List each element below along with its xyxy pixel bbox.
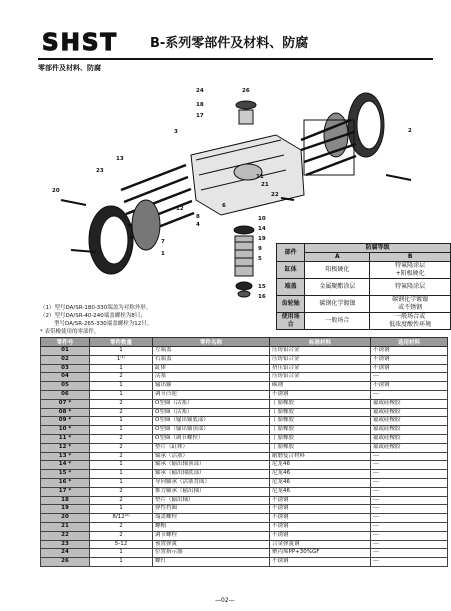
opt-material-cell: 氟或硅橡胶 [371, 417, 448, 426]
callout-2: 2 [408, 128, 412, 134]
callout-20: 20 [52, 188, 60, 194]
table-row [41, 399, 448, 408]
row-label: 端盖 [277, 279, 305, 296]
opt-material-cell: --- [371, 549, 448, 558]
std-material-cell: 耐磨复合材料 [270, 452, 371, 461]
row-label: 齿轮轴 [277, 296, 305, 313]
grade-row-body [277, 262, 451, 279]
part-name-cell: 螺帽 [153, 522, 270, 531]
part-name-cell: 垫片（输出轴） [153, 496, 270, 505]
part-no-cell: 18 [41, 496, 90, 505]
part-name-cell: O型圈（活塞） [153, 408, 270, 417]
opt-material-cell: 氟或硅橡胶 [371, 443, 448, 452]
qty-cell: 2 [90, 408, 153, 417]
std-material-cell: 不锈钢 [270, 522, 371, 531]
page-title: B-系列零部件及材料、防腐 [150, 36, 309, 51]
std-material-cell: 碳钢 [270, 382, 371, 391]
note-2: （2）型号DA/SR-40-240端盖螺栓为8只； [40, 313, 146, 319]
callout-3: 3 [174, 129, 178, 135]
opt-material-cell: --- [371, 531, 448, 540]
callout-17: 17 [196, 113, 204, 119]
std-material-cell: 不锈钢 [270, 390, 371, 399]
part-name-cell: 轴承（输出轴底部） [153, 470, 270, 479]
std-material-cell: 压铸铝合金 [270, 373, 371, 382]
callout-9: 9 [258, 246, 262, 252]
part-no-cell: 23 [41, 540, 90, 549]
opt-material-cell: 不锈钢 [371, 347, 448, 356]
grade-b-header: B [370, 253, 451, 262]
std-material-cell: 不锈钢 [270, 514, 371, 523]
opt-material-cell: 氟或硅橡胶 [371, 434, 448, 443]
row-label: 使用场合 [277, 313, 305, 330]
parts-list-table [40, 337, 448, 567]
table-row [41, 452, 448, 461]
page-number: —02— [215, 597, 235, 604]
table-row [41, 478, 448, 487]
qty-cell: 2 [90, 443, 153, 452]
part-name-cell: 左端盖 [153, 347, 270, 356]
part-name-cell: 位置指示器 [153, 549, 270, 558]
svg-text:SHST: SHST [42, 30, 119, 54]
std-material-cell: 丁腈橡胶 [270, 408, 371, 417]
part-name-cell: 轴承（活塞） [153, 452, 270, 461]
std-material-cell: 压铸铝合金 [270, 347, 371, 356]
qty-cell: 1 [90, 426, 153, 435]
callout-6: 6 [222, 203, 226, 209]
callout-12: 12 [176, 206, 184, 212]
callout-10: 10 [258, 216, 266, 222]
header-divider [38, 58, 433, 60]
part-no-cell: 16 * [41, 478, 90, 487]
grade-row-shaft [277, 296, 451, 313]
opt-material-cell: 氟或硅橡胶 [371, 399, 448, 408]
std-material-cell: 丁腈橡胶 [270, 434, 371, 443]
parts-header-row [41, 338, 448, 347]
opt-material-cell: --- [371, 540, 448, 549]
qty-cell: 8/12⁽²⁾ [90, 514, 153, 523]
table-row [41, 347, 448, 356]
opt-material-cell: --- [371, 452, 448, 461]
section-subtitle: 零部件及材料、防腐 [38, 64, 101, 72]
note-asterisk: * 表带橡使用的零部件。 [40, 329, 100, 335]
grade-header-row [277, 244, 451, 253]
company-logo [40, 30, 140, 54]
part-no-cell: 09 * [41, 417, 90, 426]
callout-22: 22 [271, 192, 279, 198]
callout-18: 18 [196, 102, 204, 108]
std-material-cell: 不锈钢 [270, 496, 371, 505]
qty-cell: 1 [90, 417, 153, 426]
table-row [41, 522, 448, 531]
qty-cell: 1 [90, 505, 153, 514]
part-no-cell: 12 * [41, 443, 90, 452]
callout-7: 7 [161, 239, 165, 245]
part-no-cell: 10 * [41, 426, 90, 435]
qty-cell: 1 [90, 478, 153, 487]
part-name-cell: 调节凸轮 [153, 390, 270, 399]
callout-16: 16 [258, 294, 266, 300]
opt-material-cell: --- [371, 487, 448, 496]
table-row [41, 496, 448, 505]
part-name-cell: 推力轴承（输出轴） [153, 487, 270, 496]
part-no-cell: 01 [41, 347, 90, 356]
logo-mark [40, 30, 140, 54]
part-name-cell: 轴承（输出轴顶部） [153, 461, 270, 470]
qty-cell: 1 [90, 470, 153, 479]
part-no-cell: 05 [41, 382, 90, 391]
opt-material-cell: --- [371, 496, 448, 505]
table-row [41, 390, 448, 399]
std-material-cell: 丁腈橡胶 [270, 426, 371, 435]
part-name-cell: O型圈（输出轴底部） [153, 417, 270, 426]
std-material-cell: 尼龙46 [270, 461, 371, 470]
part-no-cell: 22 [41, 531, 90, 540]
grade-b-cell: 特氟隆涂层 +阳极硬化 [370, 262, 451, 279]
part-no-cell: 19 [41, 505, 90, 514]
part-no-cell: 26 [41, 558, 90, 567]
col-opt-material: 选用材料 [371, 338, 448, 347]
opt-material-cell: --- [371, 461, 448, 470]
part-name-cell: 端盖螺栓 [153, 514, 270, 523]
part-no-cell: 15 * [41, 470, 90, 479]
qty-cell: 2 [90, 373, 153, 382]
part-no-cell: 17 * [41, 487, 90, 496]
table-row [41, 434, 448, 443]
part-label-header: 部件 [277, 244, 305, 262]
opt-material-cell: --- [371, 478, 448, 487]
part-name-cell: 调节螺栓 [153, 531, 270, 540]
grade-a-cell: 阳极硬化 [305, 262, 370, 279]
table-row [41, 417, 448, 426]
std-material-cell: 不锈钢 [270, 531, 371, 540]
table-row [41, 531, 448, 540]
part-name-cell: O型圈（调节螺栓） [153, 434, 270, 443]
callout-11: 11 [256, 174, 264, 180]
part-no-cell: 04 [41, 373, 90, 382]
std-material-cell: 尼龙46 [270, 470, 371, 479]
col-name: 零件名称 [153, 338, 270, 347]
callout-1: 1 [161, 251, 165, 257]
part-no-cell: 13 * [41, 452, 90, 461]
table-row [41, 373, 448, 382]
part-no-cell: 08 * [41, 408, 90, 417]
parts-body [41, 347, 448, 567]
part-name-cell: O型圈（输出轴顶部） [153, 426, 270, 435]
qty-cell: 1 [90, 390, 153, 399]
qty-cell: 1 [90, 461, 153, 470]
table-row [41, 540, 448, 549]
part-no-cell: 03 [41, 364, 90, 373]
col-std-material: 标准材料 [270, 338, 371, 347]
std-material-cell: 丁腈橡胶 [270, 399, 371, 408]
opt-material-cell: 不锈钢 [371, 382, 448, 391]
std-material-cell: 丁腈橡胶 [270, 443, 371, 452]
opt-material-cell: --- [371, 558, 448, 567]
table-row [41, 470, 448, 479]
callout-19: 19 [258, 236, 266, 242]
callout-13: 13 [116, 156, 124, 162]
part-name-cell: 缸体 [153, 364, 270, 373]
part-no-cell: 06 [41, 390, 90, 399]
qty-cell: 2 [90, 496, 153, 505]
part-no-cell: 07 * [41, 399, 90, 408]
opt-material-cell: 不锈钢 [371, 355, 448, 364]
col-part-no: 零件号 [41, 338, 90, 347]
table-row [41, 505, 448, 514]
opt-material-cell: 氟或硅橡胶 [371, 408, 448, 417]
qty-cell: 2 [90, 487, 153, 496]
grade-a-header: A [305, 253, 370, 262]
part-name-cell: 弹性挡圈 [153, 505, 270, 514]
opt-material-cell: --- [371, 505, 448, 514]
part-name-cell: 导向轴承（活塞背面） [153, 478, 270, 487]
part-no-cell: 02 [41, 355, 90, 364]
opt-material-cell: 氟或硅橡胶 [371, 426, 448, 435]
part-no-cell: 11 * [41, 434, 90, 443]
qty-cell: 1 [90, 347, 153, 356]
part-name-cell: 右端盖 [153, 355, 270, 364]
grade-b-cell: 碳钢化学镀镍 或不锈钢 [370, 296, 451, 313]
grade-a-cell: 金属聚酯涂层 [305, 279, 370, 296]
table-row [41, 382, 448, 391]
qty-cell: 2 [90, 399, 153, 408]
std-material-cell: 尼龙46 [270, 487, 371, 496]
opt-material-cell: 不锈钢 [371, 364, 448, 373]
grade-b-cell: 一般场合或 低浓度酸性环境 [370, 313, 451, 330]
table-row [41, 514, 448, 523]
part-name-cell: 螺钉 [153, 558, 270, 567]
qty-cell: 1 [90, 382, 153, 391]
grade-b-cell: 特氟隆涂层 [370, 279, 451, 296]
std-material-cell: 合金弹簧钢 [270, 540, 371, 549]
left-end-cap [89, 206, 133, 274]
qty-cell: 2 [90, 434, 153, 443]
opt-material-cell: --- [371, 522, 448, 531]
qty-cell: 1⁽¹⁾ [90, 355, 153, 364]
qty-cell: 1 [90, 558, 153, 567]
callout-15: 15 [258, 284, 266, 290]
qty-cell: 1 [90, 364, 153, 373]
grade-row-usage [277, 313, 451, 330]
part-no-cell: 21 [41, 522, 90, 531]
cylinder-body [191, 135, 304, 215]
part-no-cell: 24 [41, 549, 90, 558]
corrosion-grade-table [276, 243, 451, 330]
std-material-cell: 挤压铝合金 [270, 364, 371, 373]
callout-14: 14 [258, 226, 266, 232]
std-material-cell: 丁腈橡胶 [270, 417, 371, 426]
note-1: （1）型号DA/SR-180-330端盖为对称外形。 [40, 305, 152, 311]
qty-cell: 5-12 [90, 540, 153, 549]
part-name-cell: O型圈（活塞） [153, 399, 270, 408]
grade-a-cell: 一般场合 [305, 313, 370, 330]
table-row [41, 364, 448, 373]
part-name-cell: 输出轴 [153, 382, 270, 391]
part-name-cell: 活塞 [153, 373, 270, 382]
callout-24: 24 [196, 88, 204, 94]
qty-cell: 2 [90, 531, 153, 540]
table-row [41, 408, 448, 417]
grade-a-cell: 碳钢化学镀镍 [305, 296, 370, 313]
row-label: 缸体 [277, 262, 305, 279]
qty-cell: 1 [90, 549, 153, 558]
callout-4: 4 [196, 222, 200, 228]
grade-row-cap [277, 279, 451, 296]
qty-cell: 2 [90, 522, 153, 531]
part-name-cell: 垫片（缸体） [153, 443, 270, 452]
table-row [41, 461, 448, 470]
std-material-cell: 尼龙46 [270, 478, 371, 487]
qty-cell: 2 [90, 452, 153, 461]
callout-21: 21 [261, 182, 269, 188]
table-row [41, 487, 448, 496]
std-material-cell: 不锈钢 [270, 505, 371, 514]
opt-material-cell: --- [371, 390, 448, 399]
note-2-cont: 型号DA/SR-265-330端盖螺栓为12只。 [40, 321, 153, 327]
opt-material-cell: --- [371, 470, 448, 479]
table-row [41, 443, 448, 452]
callout-5: 5 [258, 256, 262, 262]
col-qty: 零件数量 [90, 338, 153, 347]
callout-23: 23 [96, 168, 104, 174]
callout-8: 8 [196, 214, 200, 220]
part-no-cell: 14 * [41, 461, 90, 470]
std-material-cell: 聚丙烯PP+30%GF [270, 549, 371, 558]
table-row [41, 355, 448, 364]
opt-material-cell: --- [371, 373, 448, 382]
std-material-cell: 不锈钢 [270, 558, 371, 567]
opt-material-cell: --- [371, 514, 448, 523]
table-row [41, 426, 448, 435]
grade-header: 防腐等级 [305, 244, 451, 253]
part-no-cell: 20 [41, 514, 90, 523]
callout-26: 26 [242, 88, 250, 94]
footnotes [40, 304, 152, 336]
table-row [41, 558, 448, 567]
table-row [41, 549, 448, 558]
std-material-cell: 压铸铝合金 [270, 355, 371, 364]
part-name-cell: 预置弹簧 [153, 540, 270, 549]
